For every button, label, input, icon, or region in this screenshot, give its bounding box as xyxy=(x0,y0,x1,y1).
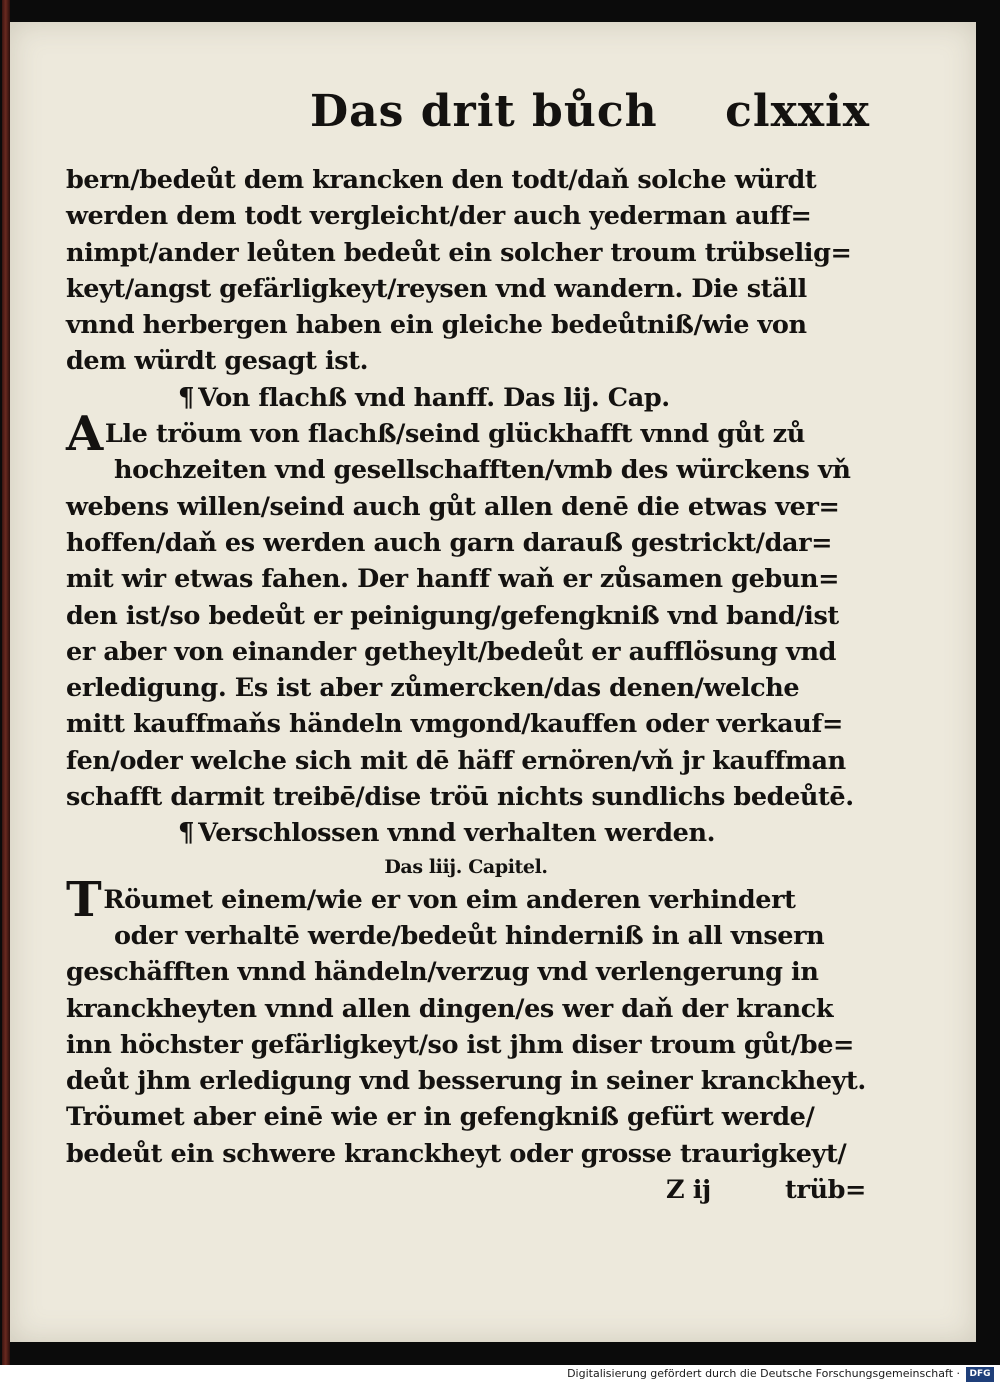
signature-mark: Z ij xyxy=(666,1175,711,1206)
chapter-heading xyxy=(66,815,866,851)
book-binding-edge xyxy=(2,0,10,1365)
initial-letter: T xyxy=(66,871,102,928)
text-line: Röumet einem/wie er von eim anderen verhindert xyxy=(103,884,796,915)
text-line: vnnd herbergen haben ein gleiche bedeůtniß/wie von xyxy=(66,310,807,341)
text-line: hochzeiten vnd gesellschafften/vmb des würckens vň xyxy=(114,455,851,486)
footer-bar xyxy=(0,1365,1000,1385)
pilcrow-icon: ¶ xyxy=(178,382,195,413)
text-line: inn höchster gefärligkeyt/so ist jhm diser troum gůt/be= xyxy=(66,1029,854,1060)
running-title: Das drit bůch xyxy=(310,86,658,137)
text-line: dem würdt gesagt ist. xyxy=(66,346,369,377)
dfg-logo-icon: DFG xyxy=(966,1367,994,1382)
catchword: trüb= xyxy=(785,1175,866,1206)
text-line: hoffen/daň es werden auch garn darauß gestrickt/dar= xyxy=(66,527,833,558)
catchline xyxy=(66,1172,866,1208)
text-line: Tröumet aber einē wie er in gefengkniß gefürt werde/ xyxy=(66,1102,815,1133)
text-line: webens willen/seind auch gůt allen denē die etwas ver= xyxy=(66,491,840,522)
text-line: bedeůt ein schwere kranckheyt oder grosse traurigkeyt/ xyxy=(66,1138,847,1169)
text-line-initial xyxy=(66,406,866,463)
text-line: nimpt/ander leůten bedeůt ein solcher troum trübselig= xyxy=(66,237,852,268)
text-line: fen/oder welche sich mit dē häff ernören/vň jr kauffman xyxy=(66,745,846,776)
text-line: bern/bedeůt dem krancken den todt/daň solche würdt xyxy=(66,165,817,195)
text-line: mit wir etwas fahen. Der hanff waň er zůsamen gebun= xyxy=(66,564,840,595)
text-line-initial xyxy=(66,871,866,928)
text-line: erledigung. Es ist aber zůmercken/das denen/welche xyxy=(66,673,800,704)
text-line: oder verhaltē werde/bedeůt hinderniß in all vnsern xyxy=(114,920,825,951)
text-line: keyt/angst gefärligkeyt/reysen vnd wandern. Die ställ xyxy=(66,273,807,304)
chapter-heading-text: Verschlossen vnnd verhalten werden. xyxy=(198,818,716,849)
text-line: geschäfften vnnd händeln/verzug vnd verlengerung in xyxy=(66,957,819,988)
pilcrow-icon: ¶ xyxy=(178,818,195,849)
text-line: werden dem todt vergleicht/der auch yederman auff= xyxy=(66,201,812,232)
funding-credit: Digitalisierung gefördert durch die Deutsche Forschungsgemeinschaft · xyxy=(567,1367,960,1380)
book-page xyxy=(10,22,976,1342)
text-line: mitt kauffmaňs händeln vmgond/kauffen oder verkauf= xyxy=(66,709,843,740)
text-line: kranckheyten vnnd allen dingen/es wer daň der kranck xyxy=(66,993,834,1024)
text-line: er aber von einander getheylt/bedeůt er aufflösung vnd xyxy=(66,636,837,667)
main-text xyxy=(66,162,866,1208)
chapter-heading-text: Von flachß vnd hanff. Das lij. Cap. xyxy=(198,382,670,413)
chapter-heading xyxy=(66,380,866,416)
chapter-subheading: Das liij. Capitel. xyxy=(384,855,548,878)
initial-letter: A xyxy=(66,406,103,463)
page-header xyxy=(310,86,870,166)
folio-number: clxxix xyxy=(725,86,870,137)
text-line: schafft darmit treibē/dise tröū nichts sundlichs bedeůtē. xyxy=(66,782,854,813)
text-line: deůt jhm erledigung vnd besserung in seiner kranckheyt. xyxy=(66,1066,866,1097)
text-line: den ist/so bedeůt er peinigung/gefengkniß vnd band/ist xyxy=(66,600,839,631)
text-line: Lle tröum von flachß/seind glückhafft vnnd gůt zů xyxy=(104,419,805,450)
